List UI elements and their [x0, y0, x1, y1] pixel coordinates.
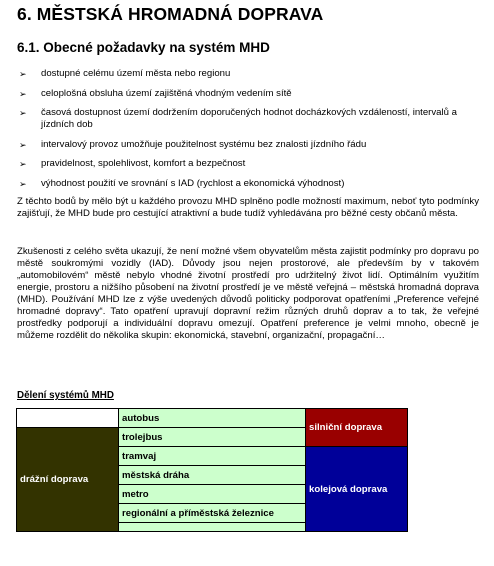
list-item — [17, 139, 487, 151]
list-item — [17, 107, 487, 131]
arrow-bullet-icon: ➢ — [19, 108, 27, 118]
list-item-text: dostupné celému území města nebo regionu — [41, 68, 231, 79]
list-item — [17, 158, 487, 170]
list-item — [17, 88, 487, 100]
arrow-bullet-icon: ➢ — [19, 88, 27, 99]
arrow-bullet-icon: ➢ — [19, 178, 27, 189]
list-item — [17, 178, 487, 190]
mode-cell: tramvaj — [119, 447, 306, 466]
list-item-text: celoplošná obsluha území zajištěná vhodným vedením sítě — [41, 87, 292, 99]
mode-cell: autobus — [119, 409, 306, 428]
list-item-text: intervalový provoz umožňuje použitelnost systému bez znalosti jízdního řádu — [41, 138, 367, 150]
table-row — [17, 409, 408, 428]
list-item — [17, 68, 487, 80]
empty-cell — [17, 409, 119, 428]
arrow-bullet-icon: ➢ — [19, 139, 27, 150]
mode-cell: městská dráha — [119, 466, 306, 485]
mode-cell: regionální a příměstská železnice — [119, 504, 306, 523]
page-heading: 6. MĚSTSKÁ HROMADNÁ DOPRAVA — [17, 4, 324, 24]
mode-cell: trolejbus — [119, 428, 306, 447]
mode-cell-empty — [119, 523, 306, 532]
list-item-text: pravidelnost, spolehlivost, komfort a bezpečnost — [41, 158, 246, 169]
mode-cell: metro — [119, 485, 306, 504]
arrow-bullet-icon: ➢ — [19, 69, 27, 79]
road-transport-cell: silniční doprava — [306, 409, 408, 447]
track-transport-cell: kolejová doprava — [306, 447, 408, 532]
paragraph-conditions: Z těchto bodů by mělo být u každého provozu MHD splněno podle možností maximum, neboť tyto podmínky zajišťují, že MHD bude pro cestující atraktivní a bude tudíž vyhledávána pro běžné cesty občanů města. — [17, 196, 479, 219]
mhd-systems-table — [16, 408, 408, 532]
arrow-bullet-icon: ➢ — [19, 159, 27, 169]
list-item-text: výhodnost použití ve srovnání s IAD (rychlost a ekonomická výhodnost) — [41, 177, 345, 189]
paragraph-experience: Zkušenosti z celého světa ukazují, že není možné všem obyvatelům města zajistit podmínky pro dopravu po městě soukromými vozidly (IAD). Důvody jsou nejen prostorové, ale především by v takovém „automobilovém“ městě nebylo vhodné životní prostředí pro udržitelný život lidí. Optimálním využitím energie, prostoru a nižšího působení na životní prostředí je ve městě veřejná – městská hromadná doprava (MHD). Používání MHD lze z výše uvedených důvodů politicky podporovat opatřeními „Preference veřejné hromadné dopravy“. Tato opatření upravují dopravní režim různých druhů doprav a to tak, že veřejné prostředky podporují a individuální dopravu omezují. Opatření preference je velmi mnoho, obecně je můžeme rozdělit do několika skupin: ekonomická, stavební, organizační, propagační… — [17, 246, 479, 341]
section-heading: 6.1. Obecné požadavky na systém MHD — [17, 40, 270, 55]
requirements-list — [17, 68, 487, 197]
list-item-text: časová dostupnost území dodržením doporučených hodnot docházkových vzdáleností, intervalů a jízdních dob — [41, 107, 457, 130]
rail-transport-cell: drážní doprava — [17, 428, 119, 532]
table-title: Dělení systémů MHD — [17, 390, 114, 401]
